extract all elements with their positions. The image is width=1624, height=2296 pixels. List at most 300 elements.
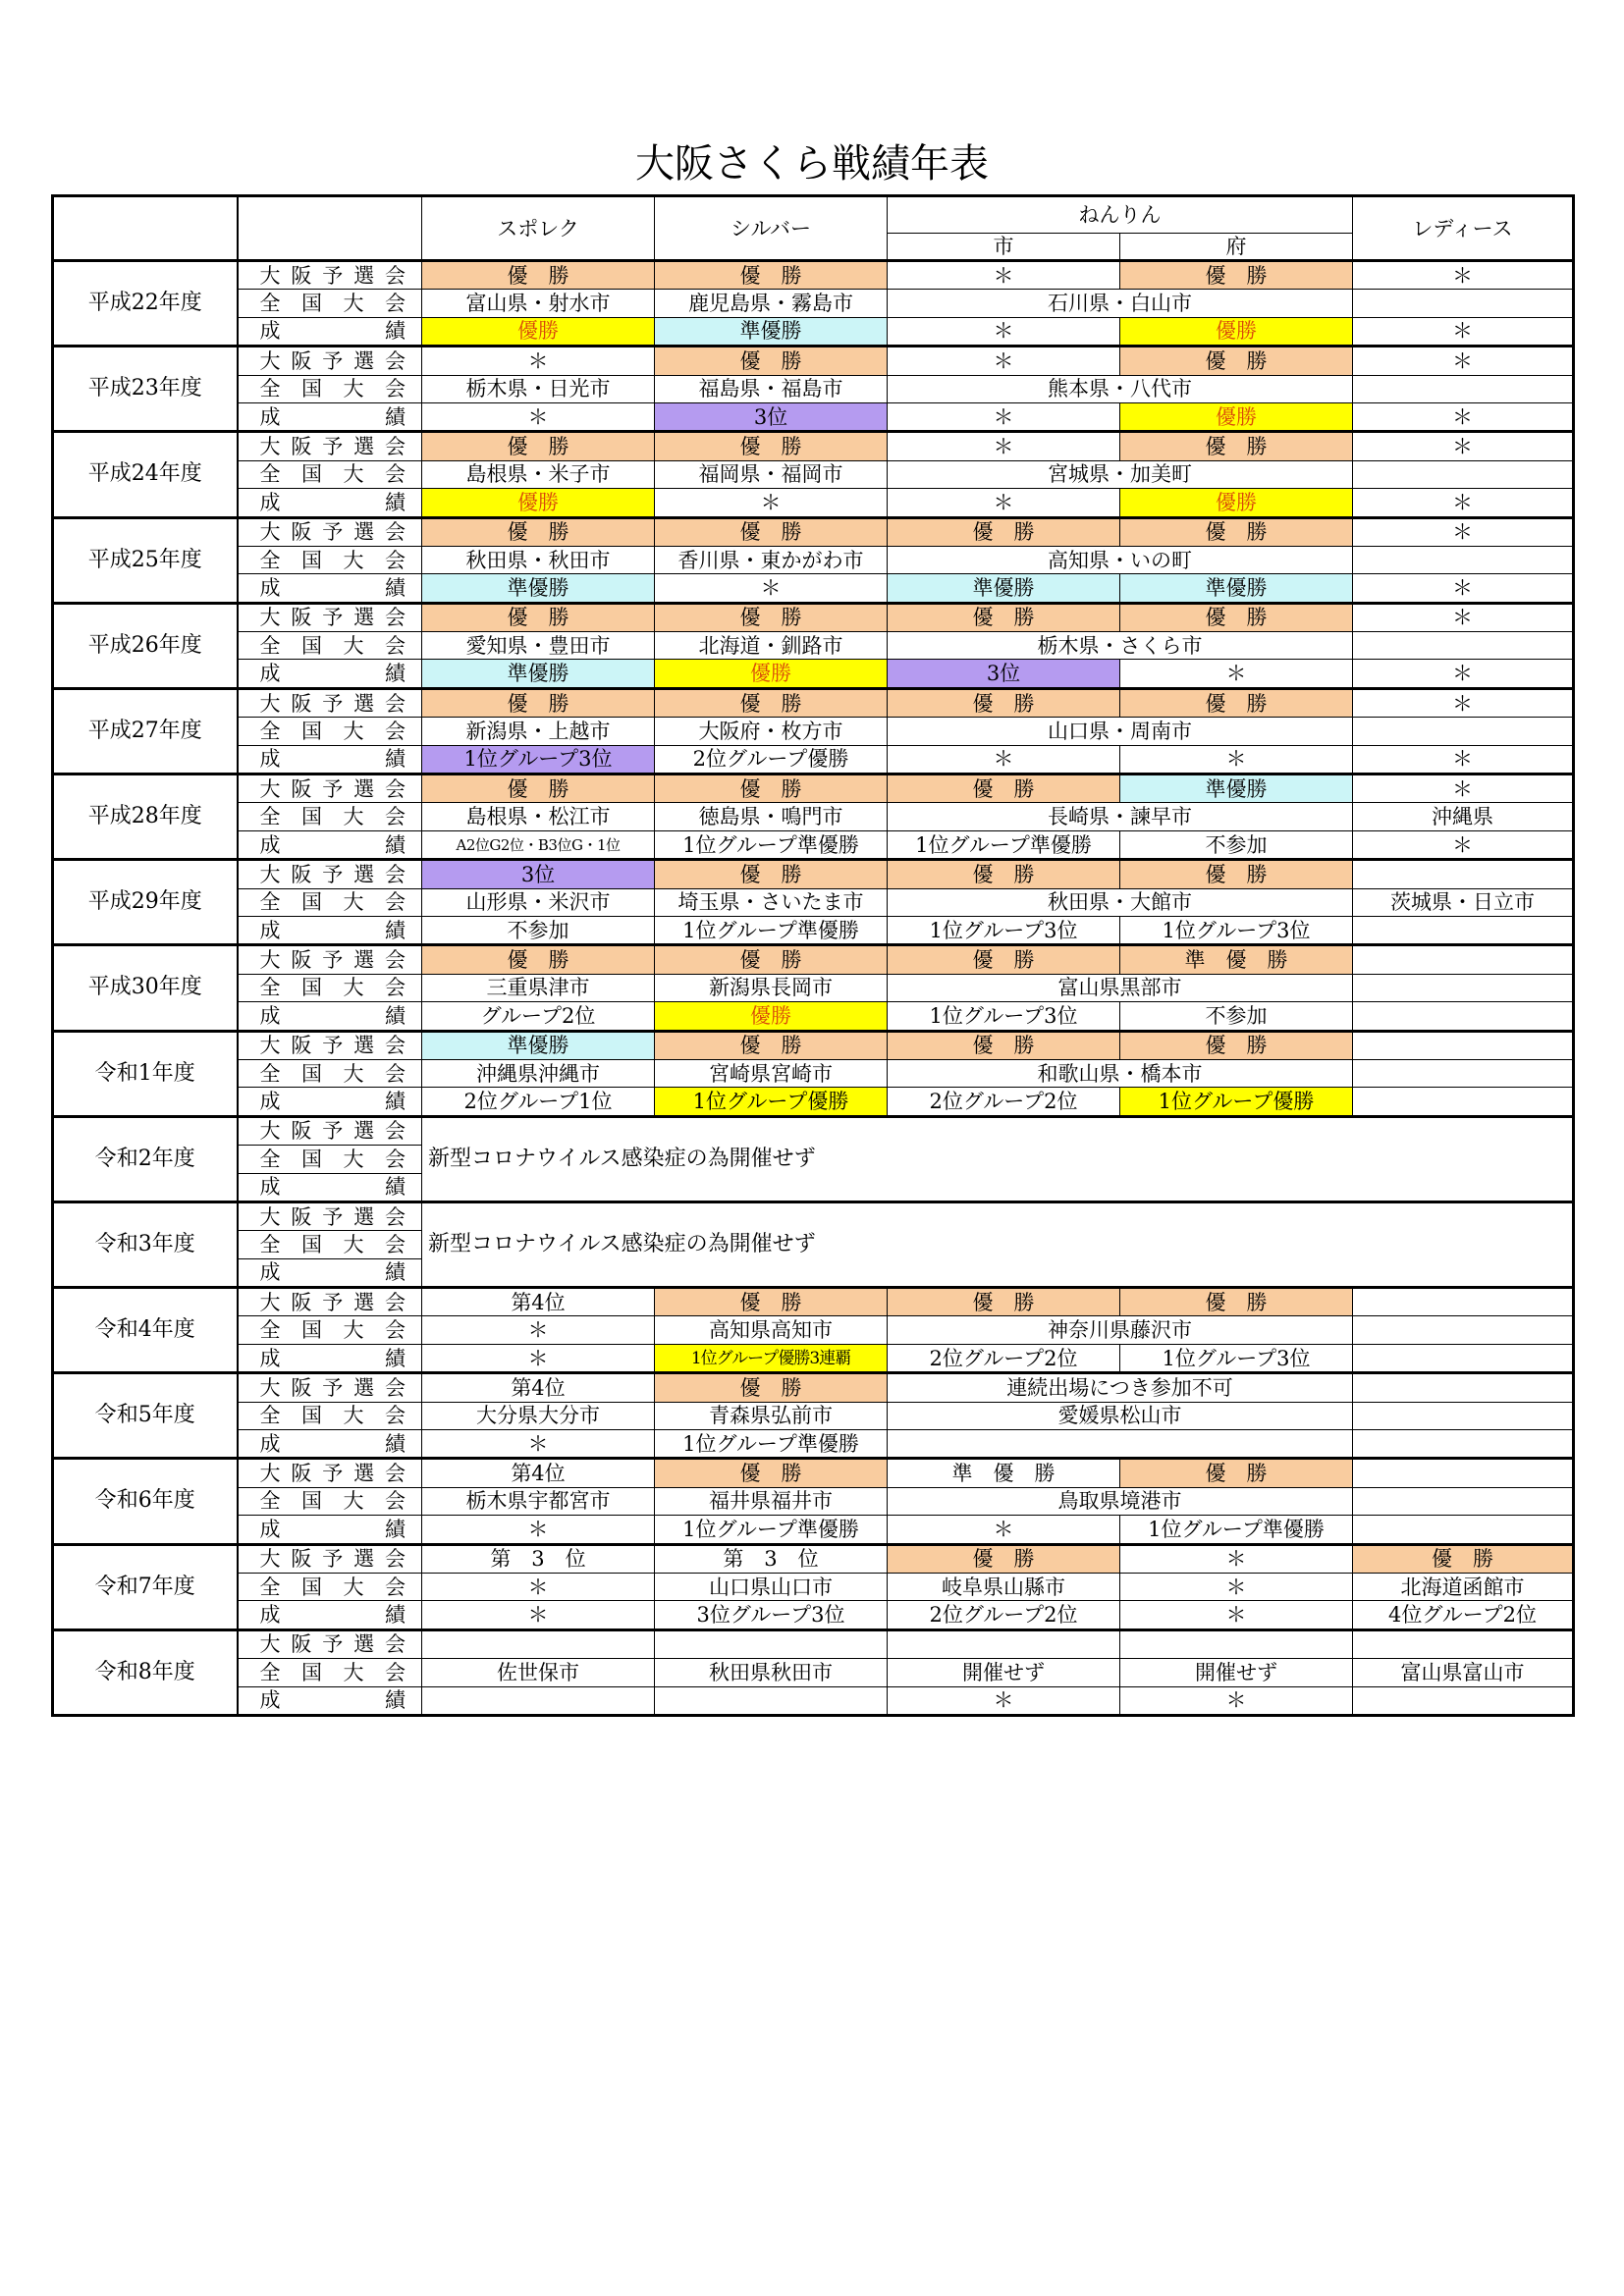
result-cell: 1位グループ3位	[422, 745, 655, 774]
result-cell: ＊	[1353, 317, 1574, 346]
result-cell: 優 勝	[888, 517, 1120, 546]
result-cell: 福島県・福島市	[655, 375, 888, 402]
table-row	[53, 803, 1574, 830]
result-cell: 準優勝	[422, 574, 655, 603]
result-cell: ＊	[1353, 603, 1574, 631]
header-fu: 府	[1120, 234, 1353, 261]
label-seiseki: 成績	[238, 317, 422, 346]
result-cell: 1位グループ3位	[1120, 1344, 1353, 1372]
table-row	[53, 375, 1574, 402]
result-cell: ＊	[422, 1601, 655, 1629]
result-cell: 優勝	[655, 660, 888, 688]
label-seiseki: 成績	[238, 1088, 422, 1116]
result-cell: 愛媛県松山市	[888, 1402, 1353, 1429]
result-cell: 大阪府・枚方市	[655, 718, 888, 745]
result-cell: 優 勝	[655, 432, 888, 460]
result-cell: ＊	[888, 489, 1120, 517]
result-cell	[1353, 1516, 1574, 1544]
result-cell	[1353, 1031, 1574, 1059]
result-cell: ＊	[1120, 660, 1353, 688]
result-cell: 3位	[422, 860, 655, 888]
result-cell: ＊	[888, 1516, 1120, 1544]
table-row	[53, 1059, 1574, 1087]
label-yosen: 大阪予選会	[238, 688, 422, 717]
result-cell: 不参加	[422, 916, 655, 944]
header-blank-label	[238, 196, 422, 261]
result-cell	[1353, 1629, 1574, 1658]
result-cell: 沖縄県	[1353, 803, 1574, 830]
result-cell: 準 優 勝	[1120, 945, 1353, 974]
result-cell: 石川県・白山市	[888, 290, 1353, 317]
result-cell: 不参加	[1120, 830, 1353, 859]
result-cell: 優勝	[655, 1002, 888, 1031]
result-cell: 優 勝	[422, 945, 655, 974]
result-cell: 優 勝	[1120, 1288, 1353, 1316]
result-cell: グループ2位	[422, 1002, 655, 1031]
result-cell: 優勝	[1120, 317, 1353, 346]
result-cell: 佐世保市	[422, 1659, 655, 1686]
result-cell: 準優勝	[888, 574, 1120, 603]
result-cell: ＊	[888, 402, 1120, 431]
result-cell: ＊	[422, 347, 655, 375]
result-cell	[1353, 375, 1574, 402]
result-cell: 優 勝	[422, 774, 655, 803]
result-cell: 北海道函館市	[1353, 1573, 1574, 1600]
label-yosen: 大阪予選会	[238, 945, 422, 974]
result-cell	[1353, 1316, 1574, 1344]
label-yosen: 大阪予選会	[238, 517, 422, 546]
year-cell: 令和6年度	[53, 1459, 238, 1544]
result-cell: 山形県・米沢市	[422, 888, 655, 916]
label-zenkoku: 全国大会	[238, 375, 422, 402]
result-cell: 高知県高知市	[655, 1316, 888, 1344]
result-cell: 準 優 勝	[888, 1459, 1120, 1487]
result-cell	[1120, 1629, 1353, 1658]
result-cell: 1位グループ準優勝	[655, 1516, 888, 1544]
year-cell: 令和4年度	[53, 1288, 238, 1373]
page-title: 大阪さくら戦績年表	[635, 141, 989, 187]
label-yosen: 大阪予選会	[238, 1373, 422, 1402]
result-cell: 優 勝	[422, 261, 655, 290]
table-row	[53, 460, 1574, 488]
label-yosen: 大阪予選会	[238, 603, 422, 631]
result-cell	[888, 1629, 1120, 1658]
result-cell: 神奈川県藤沢市	[888, 1316, 1353, 1344]
header-nenrin: ねんりん	[888, 196, 1353, 234]
year-cell: 令和5年度	[53, 1373, 238, 1459]
result-cell: 宮崎県宮崎市	[655, 1059, 888, 1087]
result-cell: 優 勝	[1120, 432, 1353, 460]
label-seiseki: 成績	[238, 830, 422, 859]
result-cell	[1353, 974, 1574, 1001]
result-cell: 茨城県・日立市	[1353, 888, 1574, 916]
result-cell	[1353, 1002, 1574, 1031]
result-cell: 徳島県・鳴門市	[655, 803, 888, 830]
result-cell: 沖縄県沖縄市	[422, 1059, 655, 1087]
result-cell: 優 勝	[655, 1031, 888, 1059]
label-zenkoku: 全国大会	[238, 546, 422, 573]
result-cell: 優 勝	[1120, 1459, 1353, 1487]
result-cell: 優 勝	[1120, 517, 1353, 546]
table-row	[53, 1573, 1574, 1600]
result-cell: ＊	[888, 432, 1120, 460]
result-cell: 優 勝	[1120, 603, 1353, 631]
header-ladies: レディース	[1353, 196, 1574, 261]
label-zenkoku: 全国大会	[238, 803, 422, 830]
result-cell: 優 勝	[888, 774, 1120, 803]
result-cell	[1353, 1373, 1574, 1402]
result-cell: 優 勝	[888, 945, 1120, 974]
table-row	[53, 745, 1574, 774]
result-cell: 1位グループ3位	[888, 1002, 1120, 1031]
result-cell: 秋田県秋田市	[655, 1659, 888, 1686]
result-cell: ＊	[1353, 432, 1574, 460]
result-cell: 1位グループ準優勝	[655, 830, 888, 859]
result-cell: 優 勝	[655, 261, 888, 290]
result-cell	[655, 1629, 888, 1658]
result-cell	[1353, 1402, 1574, 1429]
label-seiseki: 成績	[238, 402, 422, 431]
table-row	[53, 1629, 1574, 1658]
result-cell: 優 勝	[1120, 261, 1353, 290]
result-cell: 青森県弘前市	[655, 1402, 888, 1429]
result-cell: ＊	[888, 1686, 1120, 1715]
result-cell: 優 勝	[888, 1288, 1120, 1316]
label-seiseki: 成績	[238, 1173, 422, 1201]
result-cell: 優 勝	[888, 1031, 1120, 1059]
label-yosen: 大阪予選会	[238, 860, 422, 888]
result-cell: ＊	[1353, 402, 1574, 431]
result-cell	[1353, 1088, 1574, 1116]
result-cell: ＊	[422, 1344, 655, 1372]
year-cell: 平成23年度	[53, 347, 238, 432]
result-cell: 優 勝	[888, 688, 1120, 717]
table-row	[53, 1686, 1574, 1715]
label-yosen: 大阪予選会	[238, 1544, 422, 1573]
result-cell: 1位グループ優勝3連覇	[655, 1344, 888, 1372]
label-yosen: 大阪予選会	[238, 1031, 422, 1059]
result-cell: 優 勝	[655, 774, 888, 803]
result-cell: 優 勝	[888, 603, 1120, 631]
result-cell: 開催せず	[1120, 1659, 1353, 1686]
label-seiseki: 成績	[238, 1002, 422, 1031]
result-cell: 3位	[888, 660, 1120, 688]
result-cell: 1位グループ準優勝	[888, 830, 1120, 859]
label-zenkoku: 全国大会	[238, 718, 422, 745]
result-cell: ＊	[422, 1430, 655, 1459]
result-cell: ＊	[422, 1516, 655, 1544]
table-row	[53, 774, 1574, 803]
result-cell: 優 勝	[1120, 688, 1353, 717]
table-row	[53, 860, 1574, 888]
result-cell: ＊	[888, 261, 1120, 290]
result-cell	[1353, 290, 1574, 317]
result-cell: 山口県・周南市	[888, 718, 1353, 745]
table-row	[53, 830, 1574, 859]
result-cell: 連続出場につき参加不可	[888, 1373, 1353, 1402]
result-cell: 優 勝	[655, 517, 888, 546]
label-zenkoku: 全国大会	[238, 1059, 422, 1087]
table-row	[53, 916, 1574, 944]
year-cell: 平成30年度	[53, 945, 238, 1031]
year-cell: 平成25年度	[53, 517, 238, 603]
result-cell	[1353, 860, 1574, 888]
cancel-note: 新型コロナウイルス感染症の為開催せず	[422, 1201, 1574, 1287]
table-row	[53, 347, 1574, 375]
result-cell: 優 勝	[655, 1459, 888, 1487]
result-cell: ＊	[1353, 489, 1574, 517]
result-cell: ＊	[422, 1573, 655, 1600]
result-cell: 優 勝	[655, 688, 888, 717]
result-cell: 1位グループ3位	[1120, 916, 1353, 944]
result-cell	[1353, 1288, 1574, 1316]
result-cell	[1353, 945, 1574, 974]
result-cell: 優 勝	[1120, 860, 1353, 888]
result-cell: 準優勝	[1120, 774, 1353, 803]
result-cell: 第4位	[422, 1373, 655, 1402]
header-silver: シルバー	[655, 196, 888, 261]
result-cell: 富山県黒部市	[888, 974, 1353, 1001]
result-cell: 優勝	[1120, 489, 1353, 517]
label-zenkoku: 全国大会	[238, 1487, 422, 1515]
result-cell: 鳥取県境港市	[888, 1487, 1353, 1515]
result-cell: 栃木県・日光市	[422, 375, 655, 402]
result-cell: 1位グループ優勝	[1120, 1088, 1353, 1116]
label-seiseki: 成績	[238, 1686, 422, 1715]
result-cell: ＊	[655, 489, 888, 517]
result-cell: 岐阜県山縣市	[888, 1573, 1120, 1600]
table-row	[53, 632, 1574, 660]
table-row	[53, 1088, 1574, 1116]
result-cell: 第 3 位	[422, 1544, 655, 1573]
label-yosen: 大阪予選会	[238, 1116, 422, 1145]
result-cell: 4位グループ2位	[1353, 1601, 1574, 1629]
label-yosen: 大阪予選会	[238, 1629, 422, 1658]
result-cell: 準優勝	[655, 317, 888, 346]
result-cell: ＊	[1120, 1573, 1353, 1600]
table-row	[53, 974, 1574, 1001]
label-yosen: 大阪予選会	[238, 774, 422, 803]
result-cell: 福井県福井市	[655, 1487, 888, 1515]
table-row	[53, 517, 1574, 546]
result-cell: ＊	[1353, 261, 1574, 290]
header-row	[53, 196, 1574, 234]
label-seiseki: 成績	[238, 1601, 422, 1629]
table-row	[53, 1373, 1574, 1402]
label-zenkoku: 全国大会	[238, 1659, 422, 1686]
result-cell: 優 勝	[655, 347, 888, 375]
result-cell: 三重県津市	[422, 974, 655, 1001]
result-cell: 新潟県・上越市	[422, 718, 655, 745]
label-yosen: 大阪予選会	[238, 1459, 422, 1487]
label-zenkoku: 全国大会	[238, 974, 422, 1001]
result-cell: 第4位	[422, 1459, 655, 1487]
result-cell: 1位グループ準優勝	[1120, 1516, 1353, 1544]
table-row	[53, 1201, 1574, 1230]
label-zenkoku: 全国大会	[238, 632, 422, 660]
result-cell: ＊	[888, 317, 1120, 346]
label-zenkoku: 全国大会	[238, 460, 422, 488]
result-cell: 秋田県・大館市	[888, 888, 1353, 916]
result-cell: 優勝	[1120, 402, 1353, 431]
year-cell: 平成27年度	[53, 688, 238, 774]
table-row	[53, 402, 1574, 431]
result-cell: 優 勝	[422, 688, 655, 717]
table-row	[53, 945, 1574, 974]
table-row	[53, 317, 1574, 346]
year-cell: 令和8年度	[53, 1629, 238, 1715]
result-cell	[422, 1629, 655, 1658]
result-cell	[1353, 718, 1574, 745]
year-cell: 平成22年度	[53, 261, 238, 347]
result-cell: 山口県山口市	[655, 1573, 888, 1600]
result-cell: ＊	[1353, 574, 1574, 603]
result-cell: 1位グループ準優勝	[655, 1430, 888, 1459]
result-cell	[422, 1686, 655, 1715]
table-row	[53, 574, 1574, 603]
result-cell: ＊	[1353, 830, 1574, 859]
table-row	[53, 1116, 1574, 1145]
result-cell	[888, 1430, 1353, 1459]
table-row	[53, 432, 1574, 460]
year-cell: 令和1年度	[53, 1031, 238, 1116]
label-zenkoku: 全国大会	[238, 1146, 422, 1173]
result-cell: 香川県・東かがわ市	[655, 546, 888, 573]
label-seiseki: 成績	[238, 1430, 422, 1459]
label-zenkoku: 全国大会	[238, 888, 422, 916]
table-row	[53, 1344, 1574, 1372]
result-cell: 準優勝	[1120, 574, 1353, 603]
result-cell: ＊	[1353, 517, 1574, 546]
table-row	[53, 261, 1574, 290]
result-cell: ＊	[888, 347, 1120, 375]
result-cell: 優 勝	[1120, 347, 1353, 375]
table-row	[53, 290, 1574, 317]
table-row	[53, 1316, 1574, 1344]
label-seiseki: 成績	[238, 1258, 422, 1287]
label-yosen: 大阪予選会	[238, 432, 422, 460]
year-cell: 平成28年度	[53, 774, 238, 860]
table-row	[53, 888, 1574, 916]
label-seiseki: 成績	[238, 574, 422, 603]
result-cell: 宮城県・加美町	[888, 460, 1353, 488]
label-zenkoku: 全国大会	[238, 1231, 422, 1258]
header-sporec: スポレク	[422, 196, 655, 261]
result-cell: ＊	[1353, 745, 1574, 774]
year-cell: 平成26年度	[53, 603, 238, 688]
result-cell: 優 勝	[655, 945, 888, 974]
result-cell: 優 勝	[655, 1373, 888, 1402]
label-seiseki: 成績	[238, 745, 422, 774]
result-cell: 開催せず	[888, 1659, 1120, 1686]
label-yosen: 大阪予選会	[238, 261, 422, 290]
result-cell: ＊	[1120, 1686, 1353, 1715]
result-cell: 島根県・米子市	[422, 460, 655, 488]
result-cell: ＊	[422, 1316, 655, 1344]
year-cell: 平成29年度	[53, 860, 238, 945]
result-cell: 準優勝	[422, 660, 655, 688]
result-cell: 1位グループ準優勝	[655, 916, 888, 944]
header-blank-year	[53, 196, 238, 261]
result-cell: 秋田県・秋田市	[422, 546, 655, 573]
year-cell: 令和2年度	[53, 1116, 238, 1201]
table-row	[53, 1459, 1574, 1487]
result-cell: 優 勝	[422, 432, 655, 460]
results-table	[51, 194, 1575, 1717]
result-cell	[1353, 460, 1574, 488]
label-zenkoku: 全国大会	[238, 1573, 422, 1600]
result-cell: ＊	[1353, 660, 1574, 688]
result-cell: 2位グループ2位	[888, 1344, 1120, 1372]
result-cell: 大分県大分市	[422, 1402, 655, 1429]
table-row	[53, 1430, 1574, 1459]
table-row	[53, 546, 1574, 573]
result-cell	[1353, 1487, 1574, 1515]
label-seiseki: 成績	[238, 916, 422, 944]
table-row	[53, 1031, 1574, 1059]
label-zenkoku: 全国大会	[238, 290, 422, 317]
result-cell: ＊	[1353, 688, 1574, 717]
label-yosen: 大阪予選会	[238, 1288, 422, 1316]
result-cell: 2位グループ2位	[888, 1088, 1120, 1116]
result-cell: ＊	[422, 402, 655, 431]
result-cell: 高知県・いの町	[888, 546, 1353, 573]
result-cell	[1353, 916, 1574, 944]
result-cell: 準優勝	[422, 1031, 655, 1059]
result-cell: ＊	[1353, 347, 1574, 375]
result-cell: 優 勝	[655, 1288, 888, 1316]
result-cell	[1353, 1344, 1574, 1372]
cancel-note: 新型コロナウイルス感染症の為開催せず	[422, 1116, 1574, 1201]
result-cell: 3位グループ3位	[655, 1601, 888, 1629]
result-cell	[1353, 1686, 1574, 1715]
table-row	[53, 489, 1574, 517]
result-cell	[655, 1686, 888, 1715]
result-cell	[1353, 1059, 1574, 1087]
result-cell: 福岡県・福岡市	[655, 460, 888, 488]
result-cell: 優 勝	[888, 860, 1120, 888]
result-cell: 北海道・釧路市	[655, 632, 888, 660]
result-cell: 優 勝	[1120, 1031, 1353, 1059]
result-cell: 1位グループ3位	[888, 916, 1120, 944]
table-row	[53, 688, 1574, 717]
result-cell: 島根県・松江市	[422, 803, 655, 830]
label-seiseki: 成績	[238, 660, 422, 688]
result-cell: 新潟県長岡市	[655, 974, 888, 1001]
label-zenkoku: 全国大会	[238, 1402, 422, 1429]
result-cell	[1353, 632, 1574, 660]
table-row	[53, 603, 1574, 631]
table-row	[53, 1659, 1574, 1686]
result-cell: 栃木県宇都宮市	[422, 1487, 655, 1515]
result-cell: A2位G2位・B3位G・1位	[422, 830, 655, 859]
result-cell: 2位グループ1位	[422, 1088, 655, 1116]
result-cell: 優 勝	[422, 603, 655, 631]
table-row	[53, 1601, 1574, 1629]
result-cell: 優 勝	[655, 860, 888, 888]
table-row	[53, 660, 1574, 688]
result-cell: ＊	[888, 745, 1120, 774]
result-cell: 3位	[655, 402, 888, 431]
result-cell: 優勝	[422, 317, 655, 346]
result-cell: 熊本県・八代市	[888, 375, 1353, 402]
result-cell	[1353, 546, 1574, 573]
result-cell: ＊	[1353, 774, 1574, 803]
result-cell: 2位グループ優勝	[655, 745, 888, 774]
label-yosen: 大阪予選会	[238, 1201, 422, 1230]
result-cell: 栃木県・さくら市	[888, 632, 1353, 660]
table-row	[53, 718, 1574, 745]
